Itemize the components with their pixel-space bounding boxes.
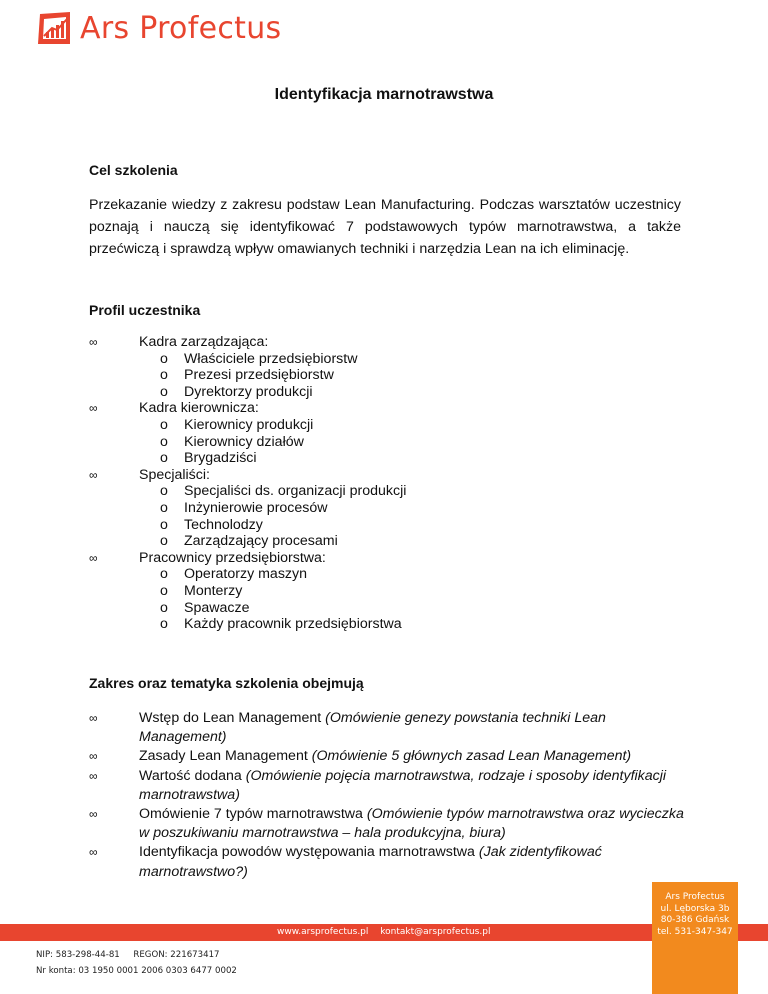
circle-bullet-icon: o	[160, 566, 168, 583]
profile-subitem-text: Kierownicy działów	[184, 433, 304, 450]
infinity-bullet-icon: ∞	[89, 711, 98, 725]
topic-title: Wartość dodana	[139, 767, 242, 784]
topic-item	[89, 747, 689, 766]
address-line: ul. Lęborska 3b	[660, 903, 730, 914]
topic-note: (Omówienie 5 głównych zasad Lean Management)	[311, 748, 632, 765]
footer-links	[277, 927, 490, 937]
profile-subitem-text: Każdy pracownik przedsiębiorstwa	[184, 616, 402, 633]
profile-subitem-text: Dyrektorzy produkcji	[184, 383, 313, 400]
topic-item	[89, 709, 689, 747]
goal-paragraph: Przekazanie wiedzy z zakresu podstaw Lean Manufacturing. Podczas warsztatów uczestnicy poznają i nauczą się identyfikować 7 podstawowych typów marnotrawstwa, a także przećwiczą i sprawdzą wpływ omawianych techniki i narzędzia Lean na ich eliminację.	[89, 197, 681, 257]
profile-subitem-text: Technolodzy	[184, 516, 263, 533]
topic-item	[89, 805, 689, 843]
profile-sublist	[139, 483, 406, 549]
profile-subitem	[139, 600, 406, 617]
profile-subitem	[139, 384, 406, 401]
address-line: tel. 531-347-347	[657, 926, 733, 937]
goal-heading: Cel szkolenia	[89, 162, 178, 178]
profile-heading: Profil uczestnika	[89, 302, 201, 318]
profile-group-label: Kadra kierownicza:	[139, 400, 259, 417]
profile-group-label: Kadra zarządzająca:	[139, 334, 269, 350]
profile-group-label: Pracownicy przedsiębiorstwa:	[139, 549, 326, 566]
address-box	[652, 882, 738, 994]
profile-subitem	[139, 351, 406, 368]
profile-subitem	[139, 566, 406, 583]
topic-item	[89, 767, 689, 805]
infinity-bullet-icon: ∞	[89, 401, 98, 416]
profile-group-label: Specjaliści:	[139, 466, 210, 483]
profile-group	[89, 334, 406, 400]
circle-bullet-icon: o	[160, 433, 168, 450]
profile-subitem	[139, 616, 406, 633]
circle-bullet-icon: o	[160, 516, 168, 533]
topic-note: (Omówienie genezy powstania techniki Lean Management)	[139, 710, 606, 746]
topic-note: (Omówienie pojęcia marnotrawstwa, rodzaje i sposoby identyfikacji marnotrawstwa)	[139, 767, 667, 803]
circle-bullet-icon: o	[160, 350, 168, 367]
profile-subitem	[139, 367, 406, 384]
circle-bullet-icon: o	[160, 483, 168, 500]
profile-subitem-text: Monterzy	[184, 582, 243, 599]
profile-subitem	[139, 417, 406, 434]
infinity-bullet-icon: ∞	[89, 845, 98, 860]
profile-subitem	[139, 533, 406, 550]
profile-subitem	[139, 517, 406, 534]
infinity-bullet-icon: ∞	[89, 768, 98, 783]
topic-note: (Jak zidentyfikować marnotrawstwo?)	[139, 844, 602, 880]
topic-title: Omówienie 7 typów marnotrawstwa	[139, 806, 363, 823]
circle-bullet-icon: o	[160, 450, 168, 467]
bank-account: Nr konta: 03 1950 0001 2006 0303 6477 0002	[36, 966, 237, 976]
profile-subitem-text: Specjaliści ds. organizacji produkcji	[184, 483, 407, 500]
circle-bullet-icon: o	[160, 599, 168, 616]
topics-list	[89, 709, 689, 882]
profile-subitem-text: Inżynierowie procesów	[184, 499, 328, 516]
circle-bullet-icon: o	[160, 616, 168, 633]
circle-bullet-icon: o	[160, 416, 168, 433]
email-link[interactable]: kontakt@arsprofectus.pl	[380, 927, 491, 937]
profile-subitem	[139, 583, 406, 600]
infinity-bullet-icon: ∞	[89, 467, 98, 482]
profile-group	[89, 550, 406, 633]
circle-bullet-icon: o	[160, 582, 168, 599]
profile-group	[89, 467, 406, 550]
participant-profile-list	[89, 334, 406, 633]
profile-subitem	[139, 450, 406, 467]
infinity-bullet-icon: ∞	[89, 807, 98, 822]
profile-subitem-text: Brygadziści	[184, 450, 257, 467]
topic-note: (Omówienie typów marnotrawstwa oraz wycieczka w poszukiwaniu marnotrawstwa – hala produkcyjna, biura)	[139, 806, 684, 842]
profile-subitem-text: Zarządzający procesami	[184, 533, 338, 550]
topic-title: Wstęp do Lean Management	[139, 710, 322, 726]
infinity-bullet-icon: ∞	[89, 749, 98, 764]
profile-sublist	[139, 417, 406, 467]
profile-subitem-text: Spawacze	[184, 599, 250, 616]
address-line: Ars Profectus	[665, 892, 725, 902]
circle-bullet-icon: o	[160, 533, 168, 550]
topic-title: Zasady Lean Management	[139, 748, 308, 765]
profile-group	[89, 400, 406, 466]
infinity-bullet-icon: ∞	[89, 550, 98, 565]
circle-bullet-icon: o	[160, 499, 168, 516]
profile-subitem-text: Kierownicy produkcji	[184, 416, 314, 433]
profile-sublist	[139, 566, 406, 632]
scope-heading: Zakres oraz tematyka szkolenia obejmują	[89, 675, 364, 691]
profile-subitem	[139, 483, 406, 500]
infinity-bullet-icon: ∞	[89, 335, 98, 349]
profile-subitem	[139, 434, 406, 451]
profile-subitem-text: Operatorzy maszyn	[184, 566, 307, 583]
logo-text: Ars Profectus	[80, 10, 282, 46]
address-line: 80-386 Gdańsk	[660, 915, 730, 925]
website-link[interactable]: www.arsprofectus.pl	[277, 927, 369, 937]
topic-title: Identyfikacja powodów występowania marnotrawstwa	[139, 844, 475, 861]
company-logo	[36, 10, 281, 46]
profile-subitem	[139, 500, 406, 517]
document-title: Identyfikacja marnotrawstwa	[274, 86, 494, 103]
profile-subitem-text: Właściciele przedsiębiorstw	[184, 350, 358, 367]
topic-item	[89, 843, 689, 881]
rising-bars-chart-icon	[36, 10, 74, 46]
circle-bullet-icon: o	[160, 367, 168, 384]
nip-regon: NIP: 583-298-44-81 REGON: 221673417	[36, 950, 220, 960]
profile-sublist	[139, 351, 406, 401]
circle-bullet-icon: o	[160, 383, 168, 400]
profile-subitem-text: Prezesi przedsiębiorstw	[184, 367, 334, 384]
